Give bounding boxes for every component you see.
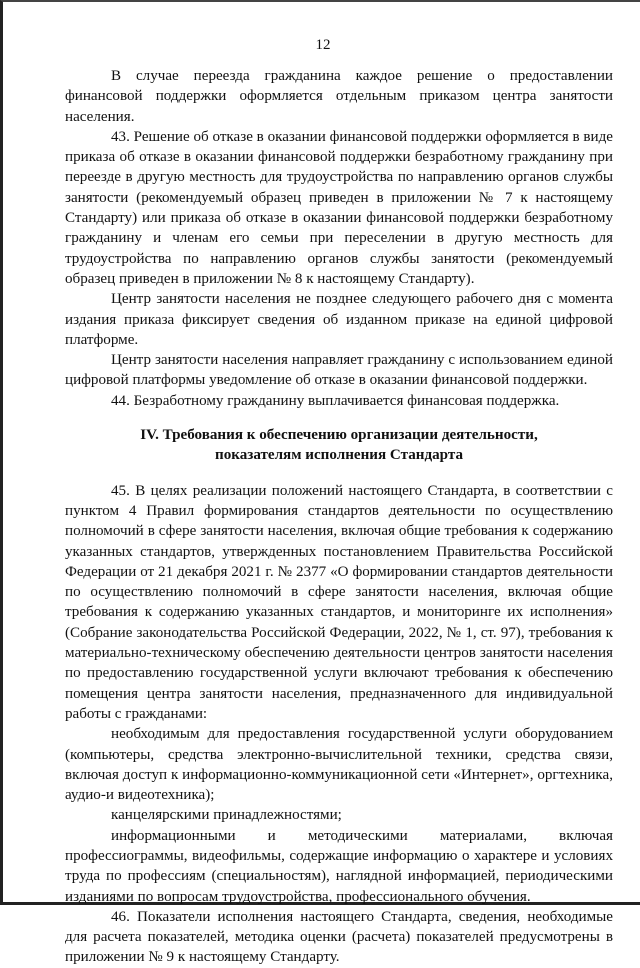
paragraph-item-43: 43. Решение об отказе в оказании финансовой поддержки оформляется в виде приказа об отказе в оказании финансовой поддержки безработному гражданину при переезде в другую местность для трудоустройства по направлению органов службы занятости (рекомендуемый образец приведен в приложении № 7 к настоящему Стандарту) или приказа об отказе в оказании финансовой поддержки безработному гражданину и членам его семьи при переселении в другую местность для трудоустройства по направлению органов службы занятости (рекомендуемый образец приведен в приложении № 8 к настоящему Стандарту). [65, 128, 613, 287]
paragraph: Центр занятости населения направляет гражданину с использованием единой цифровой платформы уведомление об отказе в оказании финансовой поддержки. [65, 352, 613, 389]
paragraph-item-44: 44. Безработному гражданину выплачивается финансовая поддержка. [111, 392, 560, 409]
list-item: канцелярскими принадлежностями; [111, 807, 342, 824]
section-heading-line-2: показателям исполнения Стандарта [215, 447, 463, 464]
list-item: информационными и методическими материалами, включая профессиограммы, видеофильмы, содержащие информацию о характере и условиях труда по профессиям (специальностям), наглядной информацией, периодическими изданиями по вопросам трудоустройства, профессионального обучения. [65, 827, 613, 905]
paragraph: В случае переезда гражданина каждое решение о предоставлении финансовой поддержки оформляется отдельным приказом центра занятости населения. [65, 68, 613, 125]
section-heading-line-1: IV. Требования к обеспечению организации деятельности, [140, 427, 538, 444]
page-number: 12 [315, 37, 331, 53]
section-heading [65, 425, 613, 466]
paragraph-item-45: 45. В целях реализации положений настоящего Стандарта, в соответствии с пунктом 4 Правил формирования стандартов деятельности по осуществлению полномочий в сфере занятости населения, включая общие требования к содержанию указанных стандартов, утвержденных постановлением Правительства Российской Федерации от 21 декабря 2021 г. № 2377 «О формировании стандартов деятельности по осуществлению полномочий в сфере занятости населения, включая общие требования к содержанию указанных стандартов, и мониторинге их исполнения» (Собрание законодательства Российской Федерации, 2022, № 1, ст. 97), требования к материально-техническому обеспечению деятельности центров занятости населения по предоставлению государственной услуги включают требования к обеспечению помещения центра занятости населения, предназначенного для индивидуальной работы с гражданами: [65, 482, 613, 722]
paragraph-item-46: 46. Показатели исполнения настоящего Стандарта, сведения, необходимые для расчета показателей, методика оценки (расчета) показателей предусмотрены в приложении № 9 к настоящему Стандарту. [65, 908, 613, 966]
paragraph: Центр занятости населения не позднее следующего рабочего дня с момента издания приказа фиксирует сведения об изданном приказе на единой цифровой платформе. [65, 291, 613, 348]
list-item: необходимым для предоставления государственной услуги оборудованием (компьютеры, средства электронно-вычислительной техники, средства связи, включая доступ к информационно-коммуникационной сети «Интернет», оргтехника, аудио-и видеотехника); [65, 726, 613, 804]
document-body [65, 66, 613, 968]
